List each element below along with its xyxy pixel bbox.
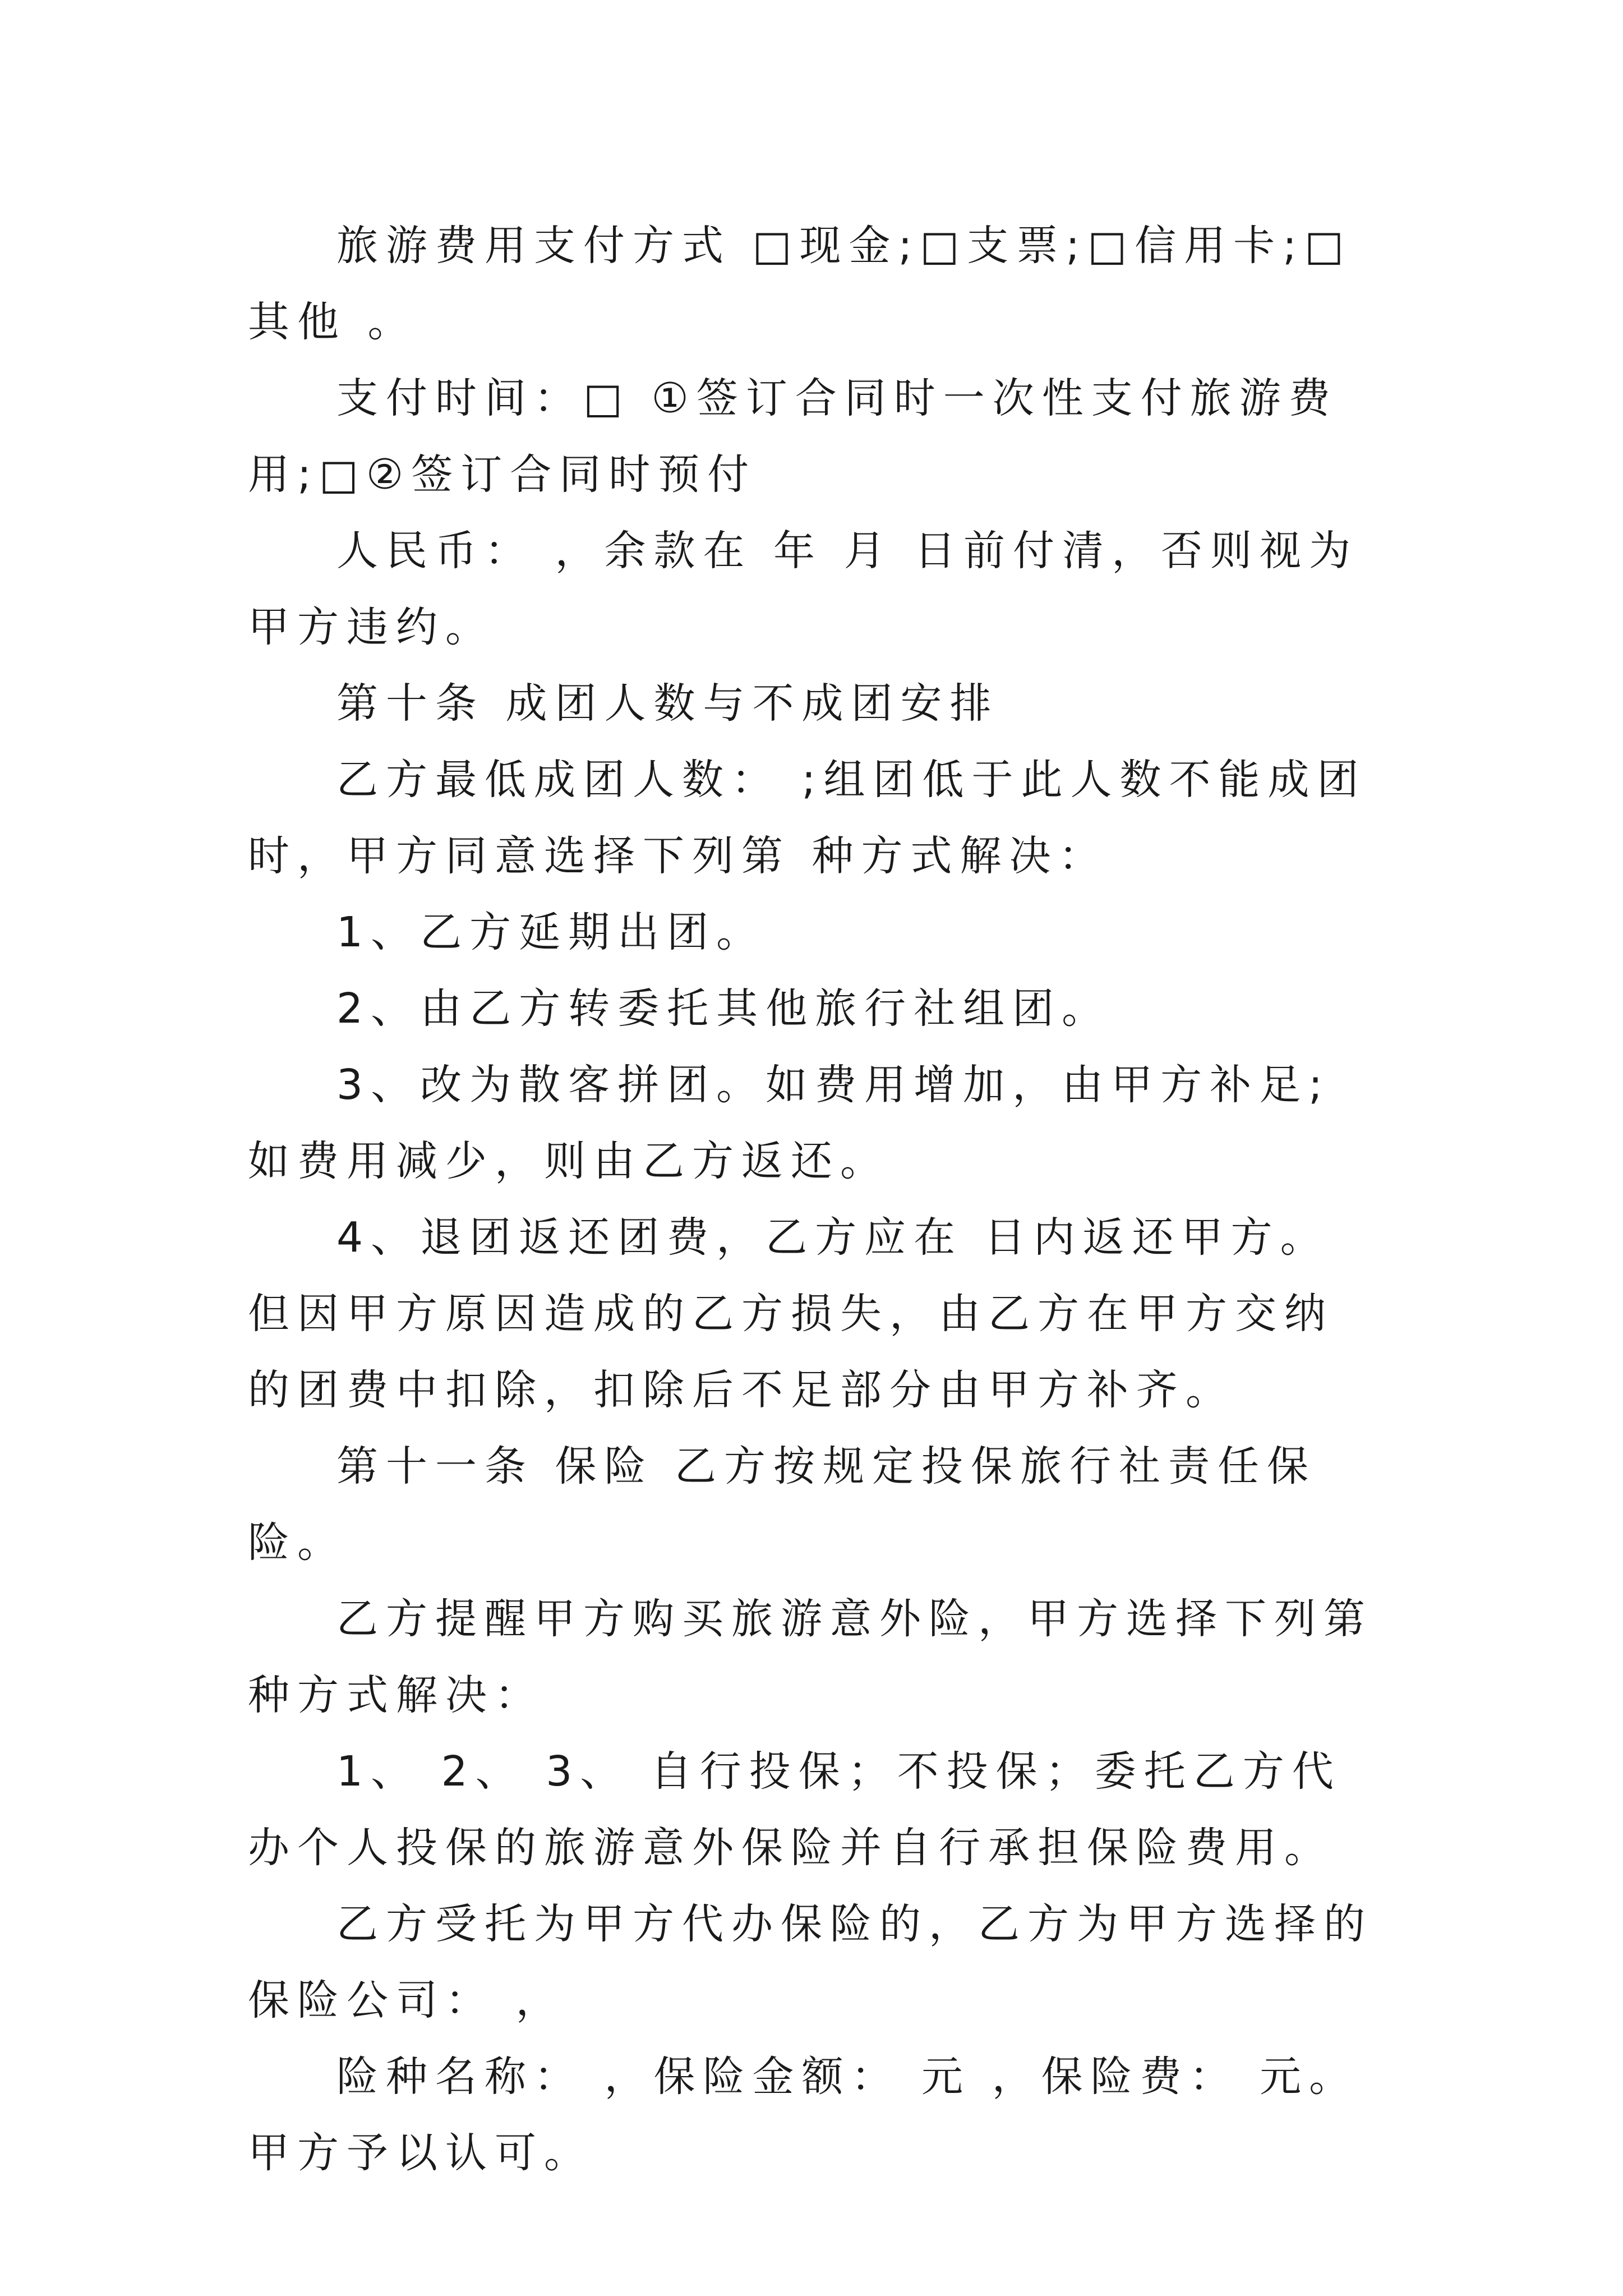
paragraph-min-group-size: 乙方最低成团人数： ;组团低于此人数不能成团时，甲方同意选择下列第 种方式解决： <box>248 756 1367 880</box>
paragraph-rmb-balance: 人民币： ，余款在 年 月 日前付清，否则视为甲方违约。 <box>248 527 1359 651</box>
list-item-option-4: 4、退团返还团费，乙方应在 日内返还甲方。但因甲方原因造成的乙方损失，由乙方在甲方交纳的团费中扣除，扣除后不足部分由甲方补齐。 <box>248 1213 1334 1414</box>
list-item-option-3: 3、改为散客拼团。如费用增加，由甲方补足;如费用减少，则由乙方返还。 <box>248 1061 1331 1185</box>
paragraph-payment-time: 支付时间：□ ①签订合同时一次性支付旅游费用;□②签订合同时预付 <box>248 374 1338 499</box>
paragraph-insurance-reminder: 乙方提醒甲方购买旅游意外险，甲方选择下列第 种方式解决： <box>248 1595 1373 1719</box>
section-heading-article-11: 第十一条 保险 乙方按规定投保旅行社责任保险。 <box>248 1442 1317 1567</box>
paragraph-insurance-options: 1、 2、 3、 自行投保；不投保；委托乙方代办个人投保的旅游意外保险并自行承担保险费用。 <box>248 1747 1341 1872</box>
paragraph-insurance-company: 乙方受托为甲方代办保险的，乙方为甲方选择的保险公司： ， <box>248 1900 1373 2024</box>
paragraph-payment-method: 旅游费用支付方式 □现金;□支票;□信用卡;□其他 。 <box>248 222 1352 346</box>
document-body <box>248 208 1375 2191</box>
list-item-option-1: 1、乙方延期出团。 <box>336 908 766 956</box>
list-item-option-2: 2、由乙方转委托其他旅行社组团。 <box>336 984 1112 1033</box>
paragraph-insurance-details: 险种名称： ，保险金额： 元 ，保险费： 元。甲方予以认可。 <box>248 2053 1359 2177</box>
section-heading-article-10: 第十条 成团人数与不成团安排 <box>336 679 999 728</box>
